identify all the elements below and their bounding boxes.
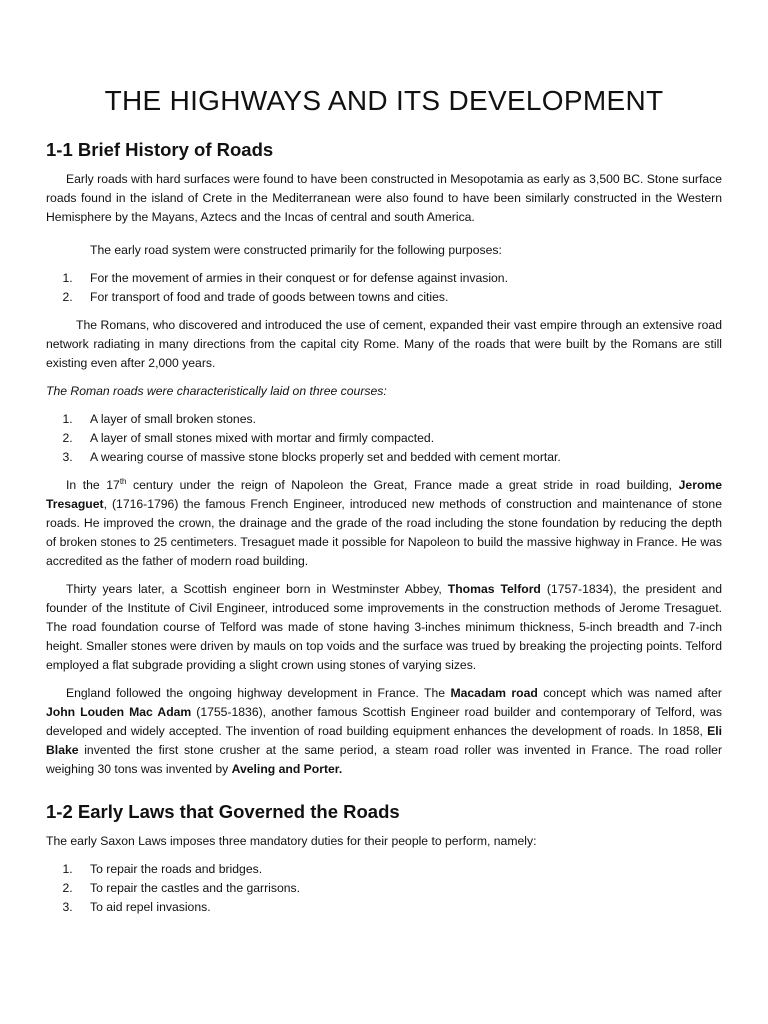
document-body	[46, 85, 722, 917]
text-run: , (1716-1796) the famous French Engineer, introduced new methods of construction and maintenance of stone roads. He improved the crown, the drainage and the grade of the road including the stone foundation by reducing the depth of broken stones to 25 centimeters. Tresaguet made it possible for Napoleon to build the massive highway in France. He was accredited as the father of modern road building.	[46, 497, 722, 568]
bold-name: Jerome Tresaguet	[46, 478, 722, 511]
bold-name: Aveling and Porter.	[231, 762, 343, 776]
list-item: 2. A layer of small stones mixed with mortar and firmly compacted.	[76, 429, 722, 448]
bold-name: Thomas Telford	[447, 582, 541, 596]
duties-list	[46, 860, 722, 917]
list-item: 1. For the movement of armies in their conquest or for defense against invasion.	[76, 269, 722, 288]
paragraph-telford	[46, 580, 722, 675]
bold-name: Macadam road	[450, 686, 538, 700]
text-run: (1755-1836), another famous Scottish Engineer road builder and contemporary of Telford, was developed and widely accepted. The invention of road building equipment enhances the development of roads. In 1858,	[46, 705, 722, 738]
list-item: 1. To repair the roads and bridges.	[76, 860, 722, 879]
section-heading-laws: 1-2 Early Laws that Governed the Roads	[46, 801, 400, 822]
paragraph-romans: The Romans, who discovered and introduced the use of cement, expanded their vast empire through an extensive road network radiating in many directions from the capital city Rome. Many of the roads that were built by the Romans are still existing even after 2,000 years.	[46, 318, 722, 370]
list-item: 2. For transport of food and trade of goods between towns and cities.	[76, 288, 722, 307]
text-run: (1757-1834), the president and founder of the Institute of Civil Engineer, introduced some improvements in the construction methods of Jerome Tresaguet. The road foundation course of Telford was made of stone having 3-inches minimum thickness, 5-inch breadth and 7-inch height. Smaller stones were driven by mauls on top voids and the surface was trued by breaking the projecting points. Telford employed a flat subgrade providing a slight crown using stones of varying sizes.	[46, 582, 723, 672]
paragraph-tresaguet	[46, 476, 722, 571]
text-run: invented the first stone crusher at the same period, a steam road roller was invented in France. The road roller weighing 30 tons was invented by	[46, 743, 722, 776]
paragraph-roman-courses-intro: The Roman roads were characteristically laid on three courses:	[46, 384, 387, 398]
courses-list	[46, 410, 722, 467]
text-run: century under the reign of Napoleon the Great, France made a great stride in road building,	[126, 478, 679, 492]
paragraph-saxon-laws: The early Saxon Laws imposes three mandatory duties for their people to perform, namely:	[46, 834, 537, 848]
paragraph-early-roads: Early roads with hard surfaces were found to have been constructed in Mesopotamia as early as 3,500 BC. Stone surface roads found in the island of Crete in the Mediterranean were also found to have been similarly constructed in the Western Hemisphere by the Mayans, Aztecs and the Incas of central and south America.	[46, 172, 722, 224]
purposes-list	[46, 269, 722, 307]
list-item: 3. To aid repel invasions.	[76, 898, 722, 917]
document-title: THE HIGHWAYS AND ITS DEVELOPMENT	[104, 85, 664, 116]
section-heading-history: 1-1 Brief History of Roads	[46, 139, 274, 160]
list-item: 3. A wearing course of massive stone blocks properly set and bedded with cement mortar.	[76, 448, 722, 467]
bold-name: John Louden Mac Adam	[46, 705, 192, 719]
text-run: concept which was named after	[537, 686, 722, 700]
superscript: th	[119, 476, 127, 486]
paragraph-purposes-intro: The early road system were constructed primarily for the following purposes:	[90, 243, 502, 257]
text-run: In the 17	[66, 478, 120, 492]
text-run: Thirty years later, a Scottish engineer born in Westminster Abbey,	[66, 582, 448, 596]
list-item: 2. To repair the castles and the garrisons.	[76, 879, 722, 898]
text-run: England followed the ongoing highway development in France. The	[66, 686, 451, 700]
bold-name: Eli Blake	[46, 724, 722, 757]
list-item: 1. A layer of small broken stones.	[76, 410, 722, 429]
paragraph-macadam	[46, 684, 722, 779]
